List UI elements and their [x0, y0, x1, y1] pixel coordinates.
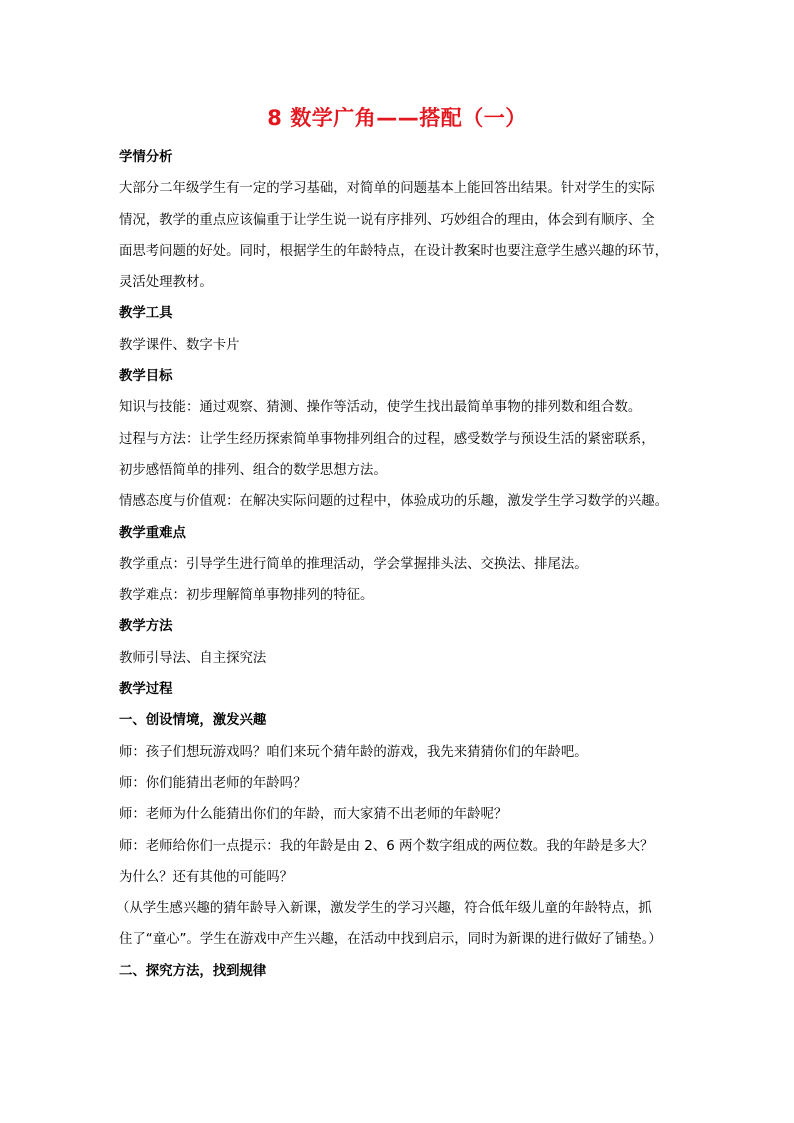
dialogue-line: 师：你们能猜出老师的年龄吗？	[119, 775, 307, 791]
subsection-heading: 二、探究方法，找到规律	[119, 963, 267, 979]
paragraph-line: 教师引导法、自主探究法	[119, 650, 267, 666]
paragraph-line: 大部分二年级学生有一定的学习基础，对简单的问题基本上能回答出结果。针对学生的实际	[119, 181, 655, 197]
paragraph-line: 灵活处理教材。	[119, 275, 213, 291]
paragraph-line: 教学重点：引导学生进行简单的推理活动，学会掌握排头法、交换法、排尾法。	[119, 556, 588, 572]
paragraph-line: 面思考问题的好处。同时，根据学生的年龄特点，在设计教案时也要注意学生感兴趣的环节，	[119, 243, 669, 259]
document-title: 8 数学广角——搭配（一）	[267, 106, 527, 130]
section-heading: 教学过程	[119, 682, 173, 698]
section-heading: 学情分析	[119, 150, 173, 165]
paragraph-line: 初步感悟简单的排列、组合的数学思想方法。	[119, 462, 387, 478]
paragraph-line: 教学难点：初步理解简单事物排列的特征。	[119, 588, 374, 604]
subsection-heading: 一、创设情境，激发兴趣	[119, 713, 267, 729]
dialogue-line: 师：孩子们想玩游戏吗？咱们来玩个猜年龄的游戏，我先来猜猜你们的年龄吧。	[119, 744, 588, 760]
paragraph-line: 情感态度与价值观：在解决实际问题的过程中，体验成功的乐趣，激发学生学习数学的兴趣。	[119, 494, 669, 510]
section-heading: 教学工具	[119, 306, 173, 322]
dialogue-line: 师：老师给你们一点提示：我的年龄是由 2、6 两个数字组成的两位数。我的年龄是多大？	[119, 838, 654, 854]
paragraph-line: 教学课件、数字卡片	[119, 337, 240, 353]
paragraph-line: 情况，教学的重点应该偏重于让学生说一说有序排列、巧妙组合的理由，体会到有顺序、全	[119, 212, 655, 228]
section-heading: 教学目标	[119, 369, 173, 385]
paragraph-line: 知识与技能：通过观察、猜测、操作等活动，使学生找出最简单事物的排列数和组合数。	[119, 400, 642, 416]
commentary-line: 住了“童心”。学生在游戏中产生兴趣，在活动中找到启示，同时为新课的进行做好了铺垫。）	[119, 932, 662, 948]
commentary-line: （从学生感兴趣的猜年龄导入新课，激发学生的学习兴趣，符合低年级儿童的年龄特点，抓	[116, 901, 652, 917]
section-heading: 教学重难点	[119, 525, 186, 541]
paragraph-line: 过程与方法：让学生经历探索简单事物排列组合的过程，感受数学与预设生活的紧密联系，	[119, 431, 655, 447]
document-body	[116, 142, 679, 987]
dialogue-line: 师：老师为什么能猜出你们的年龄，而大家猜不出老师的年龄呢？	[119, 807, 508, 823]
dialogue-line: 为什么？还有其他的可能吗？	[119, 869, 294, 885]
section-heading: 教学方法	[119, 619, 173, 635]
